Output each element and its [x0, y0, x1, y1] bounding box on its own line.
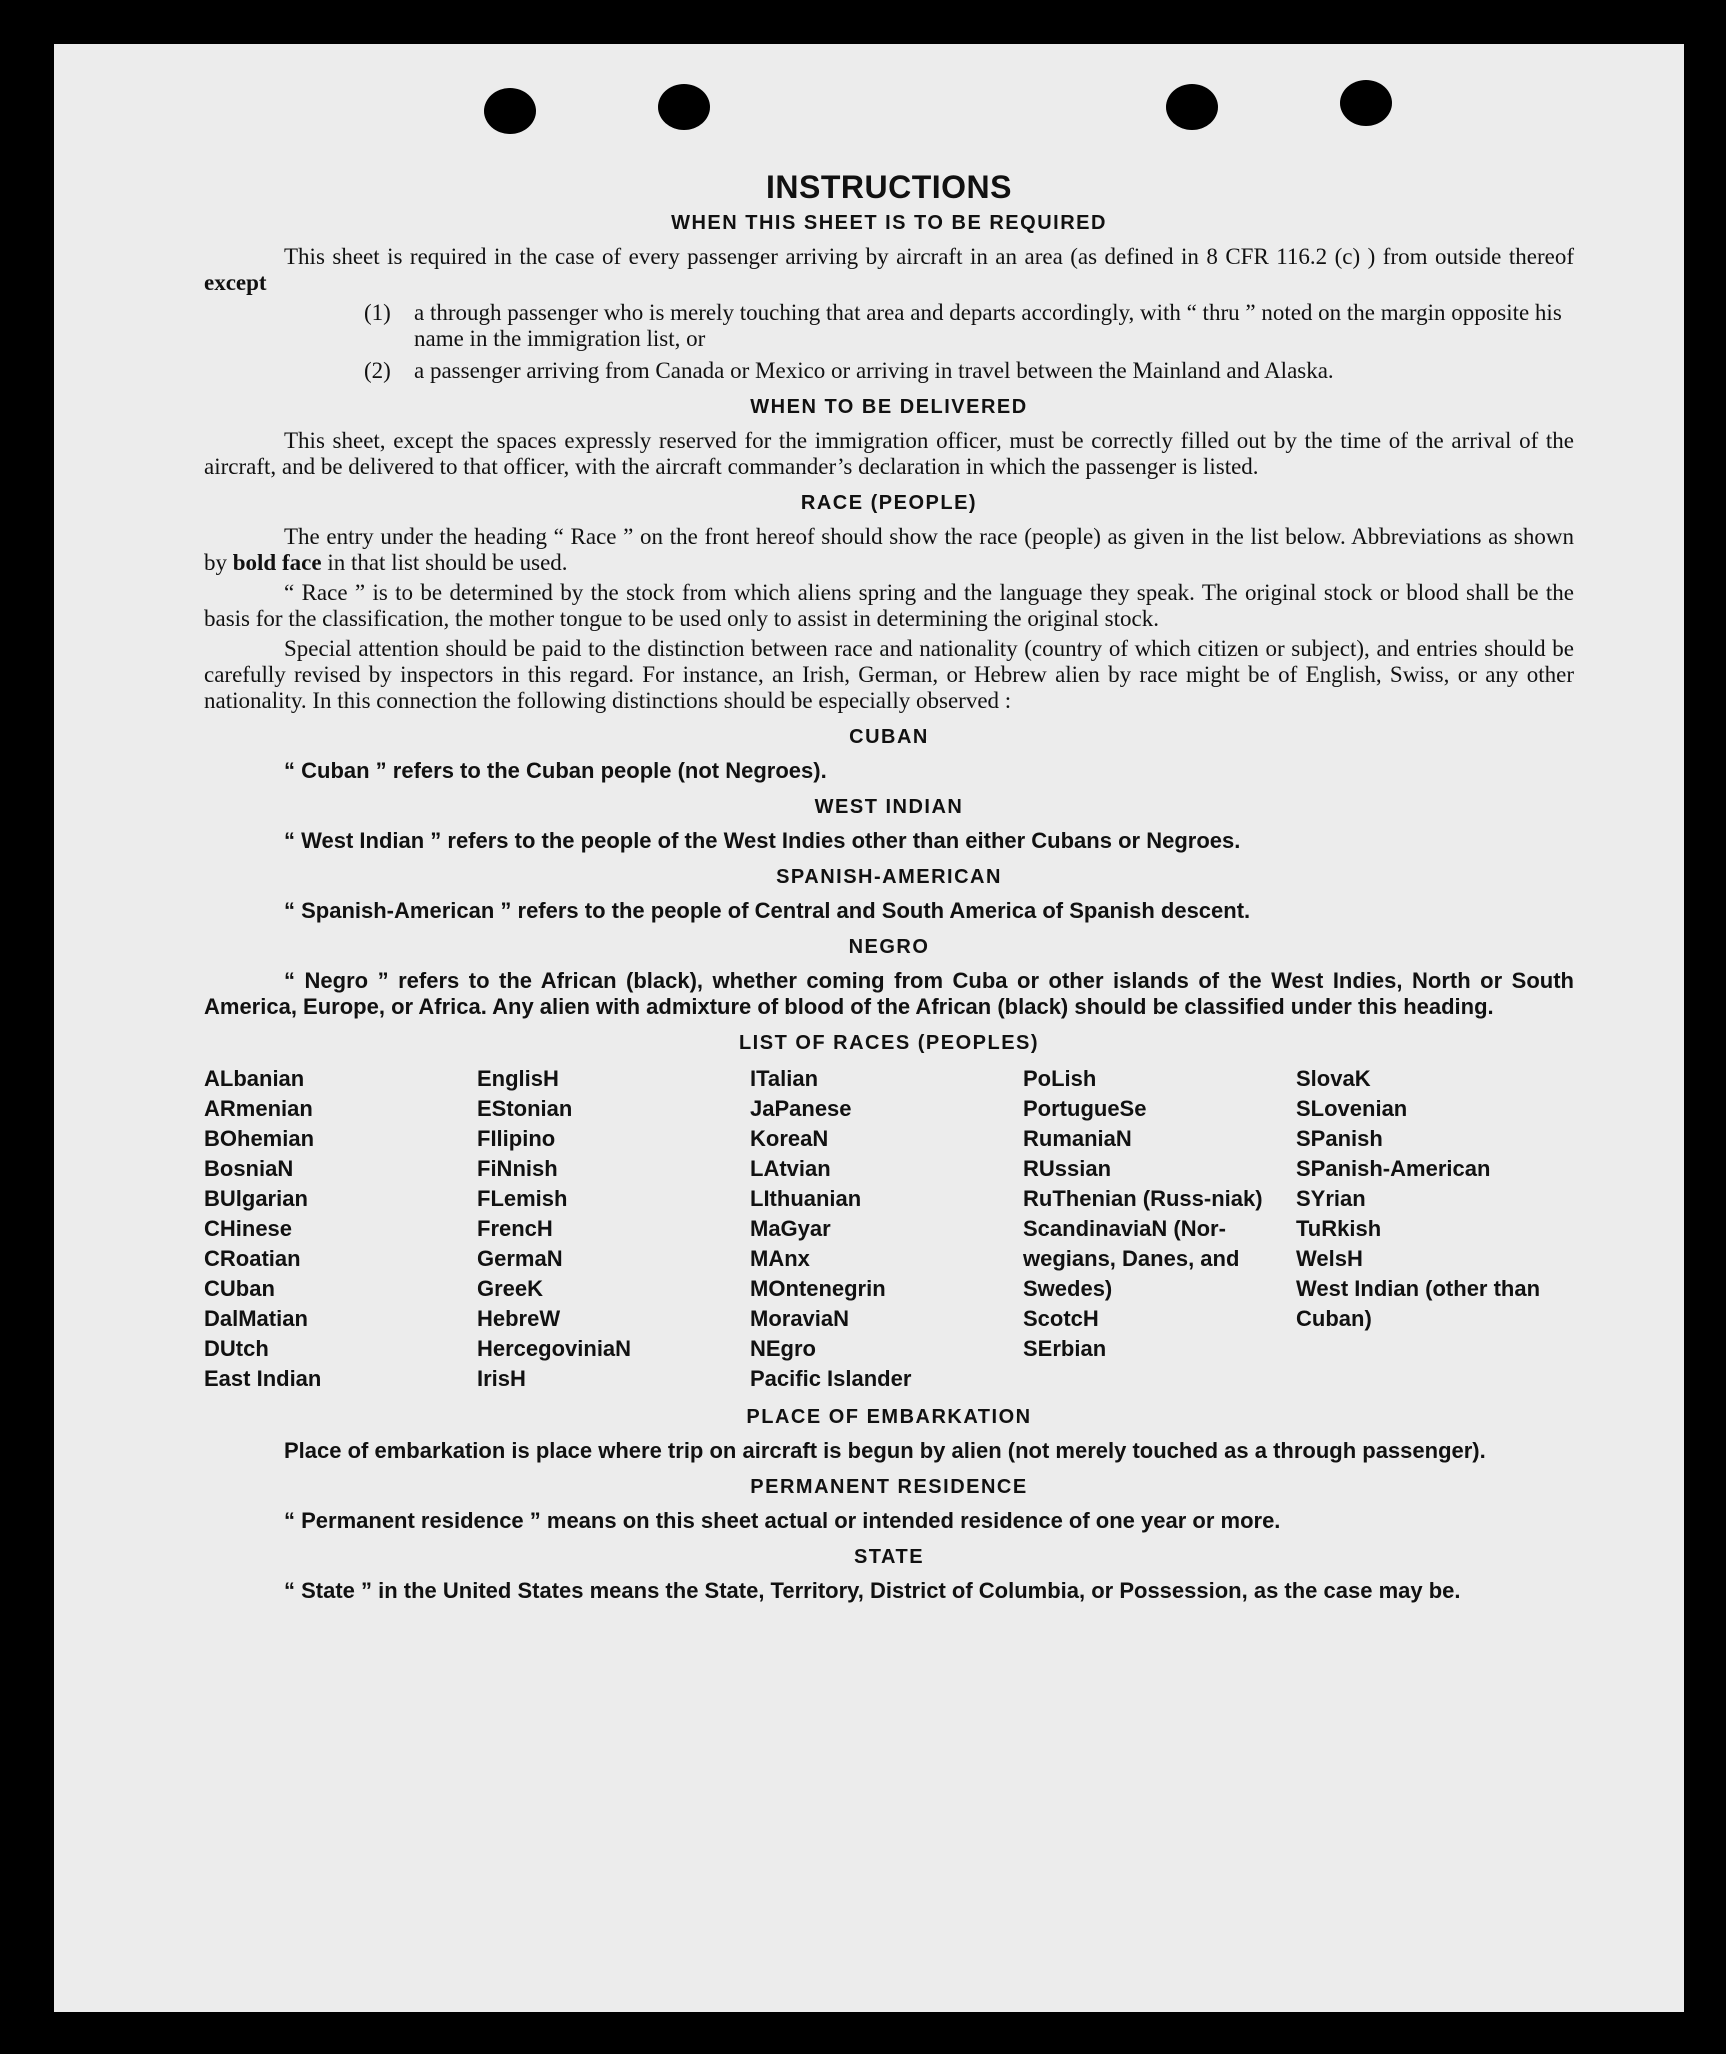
- section-heading: SPANISH-AMERICAN: [776, 866, 1002, 888]
- race-entry: BOhemian: [204, 1126, 315, 1151]
- paragraph: [204, 244, 1574, 296]
- race-entry: West Indian (other than Cuban): [1296, 1276, 1541, 1331]
- race-column: [477, 1064, 750, 1394]
- race-entry: CUban: [204, 1276, 275, 1301]
- race-entry: HercegoviniaN: [477, 1336, 632, 1361]
- race-entry: CRoatian: [204, 1246, 301, 1271]
- race-entry: MOntenegrin: [750, 1276, 886, 1301]
- race-entry: JaPanese: [750, 1096, 852, 1121]
- race-entry: EStonian: [477, 1096, 573, 1121]
- race-entry: HebreW: [477, 1306, 561, 1331]
- race-list: [204, 1064, 1574, 1394]
- race-entry: MaGyar: [750, 1216, 831, 1241]
- paragraph: “ Race ” is to be determined by the stock from which aliens spring and the language they speak. The original stock or blood shall be the basis for the classification, the mother tongue to be used only to assist in determining the original stock.: [204, 580, 1574, 631]
- race-entry: GermaN: [477, 1246, 563, 1271]
- race-entry: PortugueSe: [1023, 1096, 1147, 1121]
- race-entry: ITalian: [750, 1066, 819, 1091]
- race-column: [204, 1064, 477, 1394]
- section-heading: LIST OF RACES (PEOPLES): [738, 1032, 1040, 1054]
- definition: “ Cuban ” refers to the Cuban people (not Negroes).: [284, 758, 827, 783]
- list-item: [364, 358, 1574, 384]
- paragraph: Place of embarkation is place where trip on aircraft is begun by alien (not merely touched as a through passenger).: [284, 1438, 1486, 1463]
- race-entry: PoLish: [1023, 1066, 1097, 1091]
- race-entry: FiNnish: [477, 1156, 558, 1181]
- race-entry: SlovaK: [1296, 1066, 1371, 1091]
- item-number: (1): [364, 300, 391, 325]
- race-entry: RuThenian (Russ-niak): [1023, 1186, 1263, 1211]
- race-entry: BUlgarian: [204, 1186, 308, 1211]
- race-column: [1296, 1064, 1574, 1394]
- section-heading: WEST INDIAN: [814, 796, 964, 818]
- item-text: a passenger arriving from Canada or Mexico or arriving in travel between the Mainland and Alaska.: [414, 358, 1334, 383]
- race-entry: CHinese: [204, 1216, 293, 1241]
- section-heading: PLACE OF EMBARKATION: [746, 1406, 1032, 1428]
- paragraph-text: in that list should be used.: [321, 550, 568, 575]
- section-heading: NEGRO: [848, 936, 930, 958]
- race-entry: LAtvian: [750, 1156, 831, 1181]
- race-entry: ScandinaviaN (Nor-wegians, Danes, and Swedes): [1023, 1216, 1240, 1301]
- definition: “ Permanent residence ” means on this sheet actual or intended residence of one year or more.: [284, 1508, 1281, 1533]
- punch-hole: [1340, 80, 1392, 126]
- paragraph: This sheet, except the spaces expressly reserved for the immigration officer, must be correctly filled out by the time of the arrival of the aircraft, and be delivered to that officer, with the aircraft commander’s declaration in which the passenger is listed.: [204, 428, 1574, 479]
- paragraph: Special attention should be paid to the distinction between race and nationality (country of which citizen or subject), and entries should be carefully revised by inspectors in this regard. For instance, an Irish, German, or Hebrew alien by race might be of English, Swiss, or any other nationality. In this connection the following distinctions should be especially observed :: [204, 636, 1574, 713]
- race-entry: SYrian: [1296, 1186, 1366, 1211]
- race-entry: RUssian: [1023, 1156, 1112, 1181]
- paragraph: [204, 524, 1574, 576]
- race-column: [750, 1064, 1023, 1394]
- item-text: a through passenger who is merely touching that area and departs accordingly, with “ thru ” noted on the margin opposite his name in the immigration list, or: [414, 300, 1562, 351]
- race-entry: SLovenian: [1296, 1096, 1408, 1121]
- race-entry: DUtch: [204, 1336, 269, 1361]
- section-heading: PERMANENT RESIDENCE: [750, 1476, 1028, 1498]
- race-entry: ARmenian: [204, 1096, 313, 1121]
- page-title: INSTRUCTIONS: [766, 169, 1012, 205]
- race-entry: MoraviaN: [750, 1306, 850, 1331]
- section-heading: CUBAN: [849, 726, 929, 748]
- race-entry: NEgro: [750, 1336, 816, 1361]
- section-heading: RACE (PEOPLE): [800, 492, 978, 514]
- emphasis-text: except: [204, 270, 267, 295]
- race-entry: East Indian: [204, 1366, 322, 1391]
- instructions-body: [204, 169, 1574, 1608]
- punch-hole: [658, 84, 710, 130]
- race-entry: ScotcH: [1023, 1306, 1099, 1331]
- paragraph-text: The entry under the heading “ Race ” on the front hereof should show the race (people) as given in the list below. Abbreviations as shown by: [204, 524, 1574, 575]
- race-entry: SPanish-American: [1296, 1156, 1491, 1181]
- section-heading: WHEN THIS SHEET IS TO BE REQUIRED: [671, 212, 1107, 234]
- list-item: [364, 300, 1574, 352]
- race-entry: FIlipino: [477, 1126, 556, 1151]
- race-entry: RumaniaN: [1023, 1126, 1132, 1151]
- race-entry: LIthuanian: [750, 1186, 862, 1211]
- race-entry: SPanish: [1296, 1126, 1383, 1151]
- race-entry: KoreaN: [750, 1126, 829, 1151]
- item-number: (2): [364, 358, 391, 383]
- race-entry: EnglisH: [477, 1066, 559, 1091]
- section-heading: STATE: [853, 1546, 925, 1568]
- race-entry: ALbanian: [204, 1066, 305, 1091]
- section-heading: WHEN TO BE DELIVERED: [750, 396, 1028, 418]
- race-entry: BosniaN: [204, 1156, 294, 1181]
- race-entry: TuRkish: [1296, 1216, 1382, 1241]
- race-column: [1023, 1064, 1296, 1394]
- document-sheet: [54, 44, 1684, 2012]
- race-entry: SErbian: [1023, 1336, 1107, 1361]
- emphasis-text: bold face: [232, 550, 322, 575]
- race-entry: Pacific Islander: [750, 1366, 912, 1391]
- punch-hole: [484, 88, 536, 134]
- paragraph: “ State ” in the United States means the State, Territory, District of Columbia, or Possession, as the case may be.: [284, 1578, 1461, 1603]
- definition: “ West Indian ” refers to the people of the West Indies other than either Cubans or Negroes.: [284, 828, 1241, 853]
- race-entry: MAnx: [750, 1246, 810, 1271]
- race-entry: WelsH: [1296, 1246, 1363, 1271]
- punch-hole: [1166, 84, 1218, 130]
- race-entry: DalMatian: [204, 1306, 308, 1331]
- race-entry: GreeK: [477, 1276, 544, 1301]
- definition: “ Spanish-American ” refers to the people of Central and South America of Spanish descent.: [284, 898, 1251, 923]
- race-entry: IrisH: [477, 1366, 526, 1391]
- paragraph: “ Negro ” refers to the African (black), whether coming from Cuba or other islands of the West Indies, North or South America, Europe, or Africa. Any alien with admixture of blood of the African (black) should be classified under this heading.: [204, 968, 1574, 1019]
- race-entry: FLemish: [477, 1186, 568, 1211]
- paragraph-text: This sheet is required in the case of every passenger arriving by aircraft in an area (as defined in 8 CFR 116.2 (c) ) from outside thereof: [284, 244, 1574, 269]
- race-entry: FrencH: [477, 1216, 553, 1241]
